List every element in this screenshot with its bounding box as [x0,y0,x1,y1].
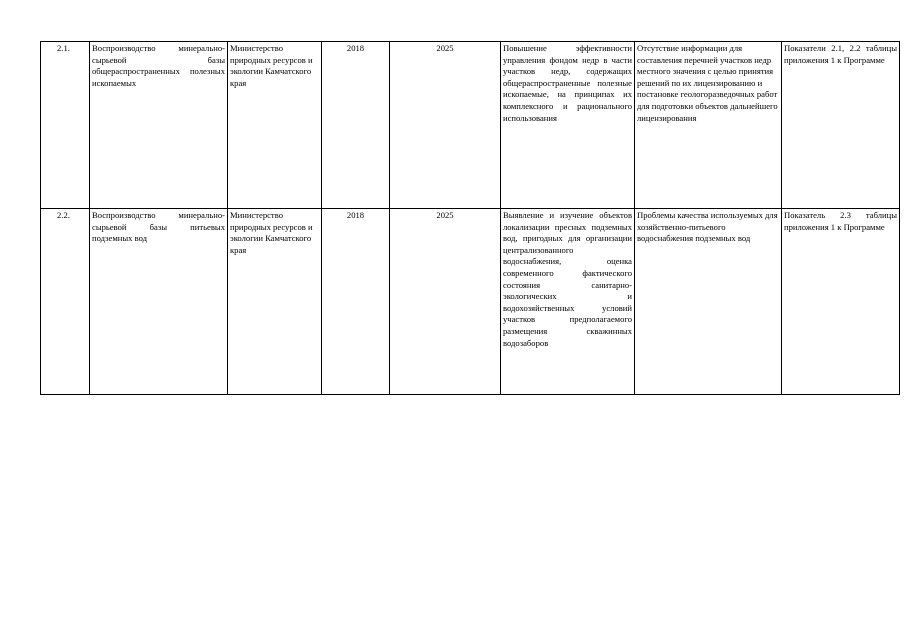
responsible-executor: Министерство природных ресурсов и экологии Камчатского края [228,209,322,395]
start-year: 2018 [322,209,390,395]
start-year: 2018 [322,42,390,209]
program-activities-table [40,41,900,395]
expected-result: Выявление и изучение объектов локализации пресных подземных вод, пригодных для организации централизованного водоснабжения, оценка современного фактического состояния санитарно-экологических и водохозяйственных условий участков предполагаемого размещения скважинных водозаборов [501,209,635,395]
end-year: 2025 [390,209,501,395]
table-row [41,209,900,395]
expected-result: Повышение эффективности управления фондом недр в части участков недр, содержащих общераспространенные полезные ископаемые, на принципах их комплексного и рационального использования [501,42,635,209]
table-row [41,42,900,209]
activity-name: Воспроизводство минерально-сырьевой базы общераспространенных полезных ископаемых [90,42,228,209]
non-implementation-consequence: Проблемы качества используемых для хозяйственно-питьевого водоснабжения подземных вод [635,209,782,395]
responsible-executor: Министерство природных ресурсов и экологии Камчатского края [228,42,322,209]
activity-name: Воспроизводство минерально-сырьевой базы питьевых подземных вод [90,209,228,395]
row-number: 2.2. [41,209,90,395]
row-number: 2.1. [41,42,90,209]
program-indicator: Показатель 2.3 таблицы приложения 1 к Программе [782,209,900,395]
non-implementation-consequence: Отсутствие информации для составления перечней участков недр местного значения с целью принятия решений по их лицензированию и постановке геологоразведочных работ для подготовки объектов дальнейшего лицензирования [635,42,782,209]
end-year: 2025 [390,42,501,209]
program-indicator: Показатели 2.1, 2.2 таблицы приложения 1 к Программе [782,42,900,209]
